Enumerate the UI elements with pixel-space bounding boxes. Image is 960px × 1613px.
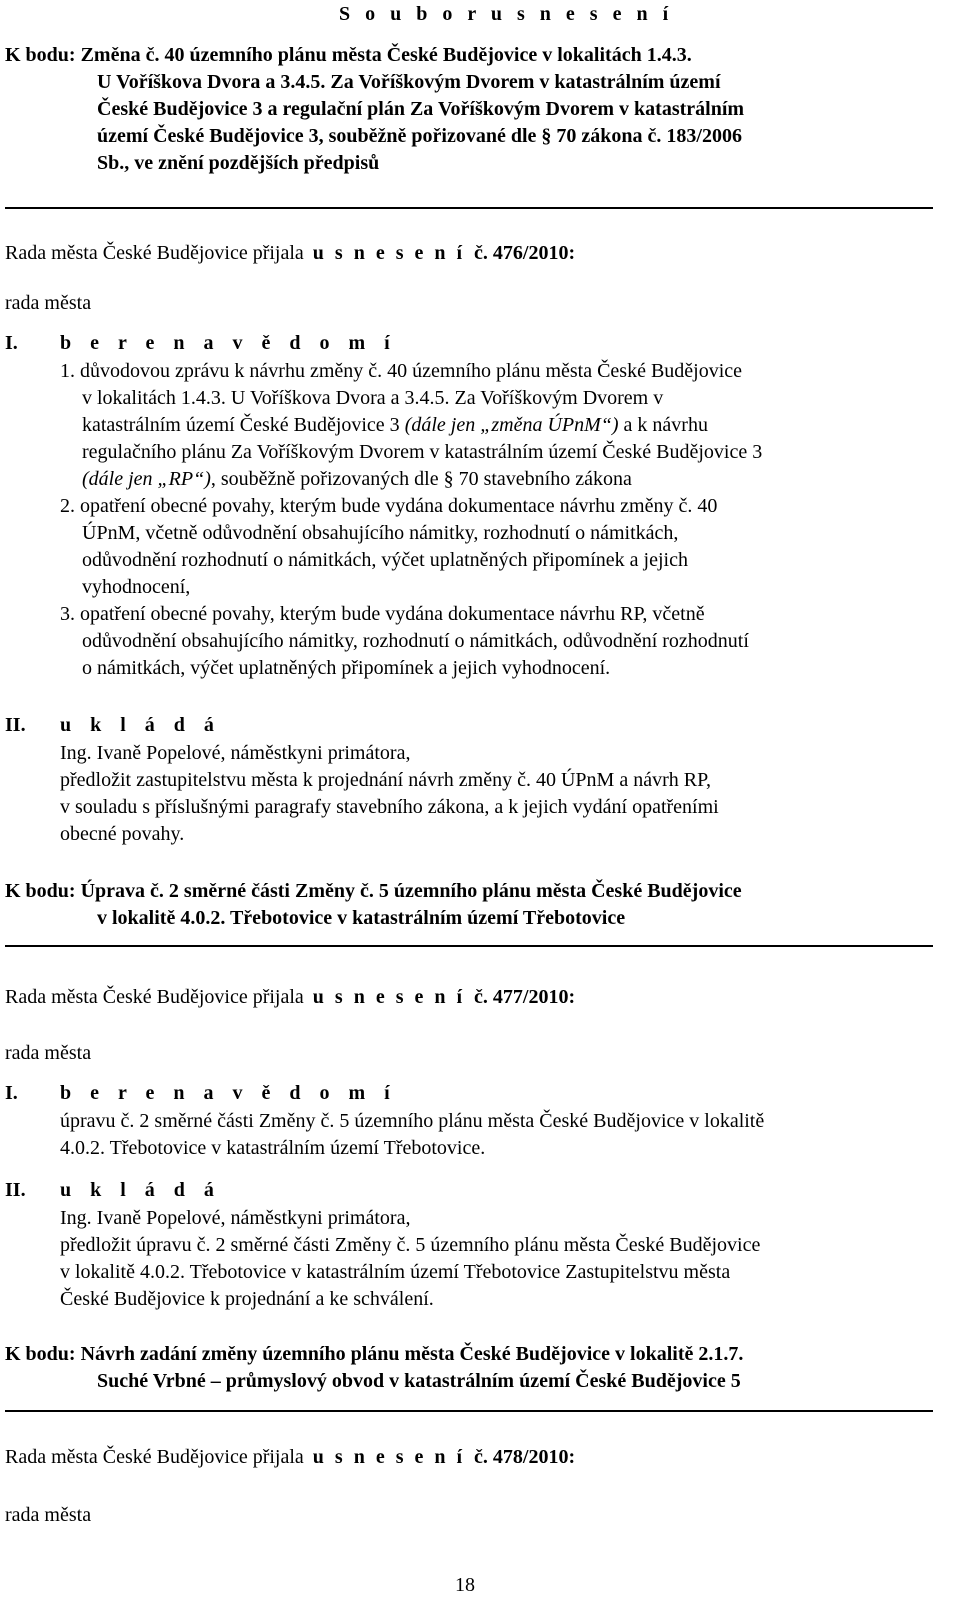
subject: rada města bbox=[5, 1504, 92, 1526]
text-span: (dále jen „změna ÚPnM“) bbox=[404, 414, 619, 436]
text-line: odůvodnění obsahujícího námitky, rozhodnutí o námitkách, odůvodnění rozhodnutí bbox=[82, 630, 749, 652]
resolution-word: u s n e s e n í bbox=[312, 1446, 466, 1468]
text-line: regulačního plánu Za Voříškovým Dvorem v katastrálním území České Budějovice 3 bbox=[82, 441, 763, 463]
resolution-statement bbox=[5, 240, 575, 267]
text-line: předložit úpravu č. 2 směrné části Změny č. 5 územního plánu města České Budějovice bbox=[60, 1234, 761, 1256]
text-line: 1. důvodovou zprávu k návrhu změny č. 40 územního plánu města České Budějovice bbox=[60, 360, 743, 382]
subject: rada města bbox=[5, 1042, 92, 1064]
item1-heading-line: České Budějovice 3 a regulační plán Za Voříškovým Dvorem v katastrálním bbox=[97, 98, 745, 120]
page-title: S o u b o r u s n e s e n í bbox=[339, 3, 674, 25]
page-number: 18 bbox=[455, 1574, 475, 1596]
task-text bbox=[60, 740, 719, 848]
section-number: II. bbox=[5, 714, 26, 736]
section-verb: b e r e n a v ě d o m í bbox=[60, 1082, 397, 1104]
section-verb: b e r e n a v ě d o m í bbox=[60, 332, 397, 354]
text-line: 2. opatření obecné povahy, kterým bude vydána dokumentace návrhu změny č. 40 bbox=[60, 495, 718, 517]
resolution-word: u s n e s e n í bbox=[312, 986, 466, 1008]
item3-heading bbox=[5, 1341, 743, 1395]
resolution-statement bbox=[5, 1444, 575, 1471]
text-span: (dále jen „RP“) bbox=[82, 468, 211, 490]
adopted-prefix: Rada města České Budějovice přijala bbox=[5, 1446, 304, 1468]
adopted-prefix: Rada města České Budějovice přijala bbox=[5, 242, 304, 264]
text-line bbox=[60, 466, 762, 493]
resolution-number: č. 476/2010: bbox=[474, 242, 576, 264]
text-line: ÚPnM, včetně odůvodnění obsahujícího námitky, rozhodnutí o námitkách, bbox=[82, 522, 679, 544]
text-line: v lokalitě 4.0.2. Třebotovice v katastrálním území Třebotovice Zastupitelstvu města bbox=[60, 1261, 731, 1283]
note-text bbox=[60, 1108, 764, 1162]
section-number: I. bbox=[5, 1082, 18, 1104]
text-line: Ing. Ivaně Popelové, náměstkyni primátora, bbox=[60, 742, 411, 764]
item1-heading-line: K bodu: Změna č. 40 územního plánu města České Budějovice v lokalitách 1.4.3. bbox=[5, 44, 692, 66]
section-number: II. bbox=[5, 1179, 26, 1201]
text-line: úpravu č. 2 směrné části Změny č. 5 územního plánu města České Budějovice v lokalitě bbox=[60, 1110, 765, 1132]
text-line: 3. opatření obecné povahy, kterým bude vydána dokumentace návrhu RP, včetně bbox=[60, 603, 705, 625]
text-line: České Budějovice k projednání a ke schválení. bbox=[60, 1288, 434, 1310]
text-line: předložit zastupitelstvu města k projednání návrh změny č. 40 ÚPnM a návrh RP, bbox=[60, 769, 711, 791]
resolution-number: č. 477/2010: bbox=[474, 986, 576, 1008]
text-line: Ing. Ivaně Popelové, náměstkyni primátora, bbox=[60, 1207, 411, 1229]
subject: rada města bbox=[5, 292, 92, 314]
section-verb: u k l á d á bbox=[60, 1179, 221, 1201]
text-line: obecné povahy. bbox=[60, 823, 185, 845]
adopted-prefix: Rada města České Budějovice přijala bbox=[5, 986, 304, 1008]
resolution-number: č. 478/2010: bbox=[474, 1446, 576, 1468]
text-line: v souladu s příslušnými paragrafy stavebního zákona, a k jejich vydání opatřeními bbox=[60, 796, 719, 818]
text-line: odůvodnění rozhodnutí o námitkách, výčet uplatněných připomínek a jejich bbox=[82, 549, 688, 571]
text-span: katastrálním území České Budějovice 3 bbox=[82, 414, 405, 436]
text-line: v lokalitě 4.0.2. Třebotovice v katastrálním území Třebotovice bbox=[97, 907, 626, 929]
text-line: K bodu: Návrh zadání změny územního plánu města České Budějovice v lokalitě 2.1.7. bbox=[5, 1343, 744, 1365]
item1-heading-line: Sb., ve znění pozdějších předpisů bbox=[97, 152, 380, 174]
text-line: vyhodnocení, bbox=[82, 576, 191, 598]
text-line: K bodu: Úprava č. 2 směrné části Změny č. 5 územního plánu města České Budějovice bbox=[5, 880, 742, 902]
text-line: Suché Vrbné – průmyslový obvod v katastrálním území České Budějovice 5 bbox=[97, 1370, 741, 1392]
item1-heading bbox=[5, 42, 744, 177]
text-line: 4.0.2. Třebotovice v katastrálním území Třebotovice. bbox=[60, 1137, 486, 1159]
text-line: v lokalitách 1.4.3. U Voříškova Dvora a 3.4.5. Za Voříškovým Dvorem v bbox=[82, 387, 664, 409]
text-line: o námitkách, výčet uplatněných připomínek a jejich vyhodnocení. bbox=[82, 657, 611, 679]
text-span: , souběžně pořizovaných dle § 70 stavebního zákona bbox=[210, 468, 632, 490]
item1-heading-line: U Voříškova Dvora a 3.4.5. Za Voříškovým Dvorem v katastrálním území bbox=[97, 71, 721, 93]
text-line bbox=[60, 412, 762, 439]
task-text bbox=[60, 1205, 760, 1313]
text-span: a k návrhu bbox=[618, 414, 708, 436]
list-item bbox=[60, 358, 762, 682]
divider bbox=[5, 1410, 933, 1412]
divider bbox=[5, 207, 933, 209]
divider bbox=[5, 945, 933, 947]
item2-heading bbox=[5, 878, 742, 932]
section-number: I. bbox=[5, 332, 18, 354]
item1-heading-line: území České Budějovice 3, souběžně pořizované dle § 70 zákona č. 183/2006 bbox=[97, 125, 742, 147]
resolution-statement bbox=[5, 984, 575, 1011]
section-verb: u k l á d á bbox=[60, 714, 221, 736]
resolution-word: u s n e s e n í bbox=[312, 242, 466, 264]
